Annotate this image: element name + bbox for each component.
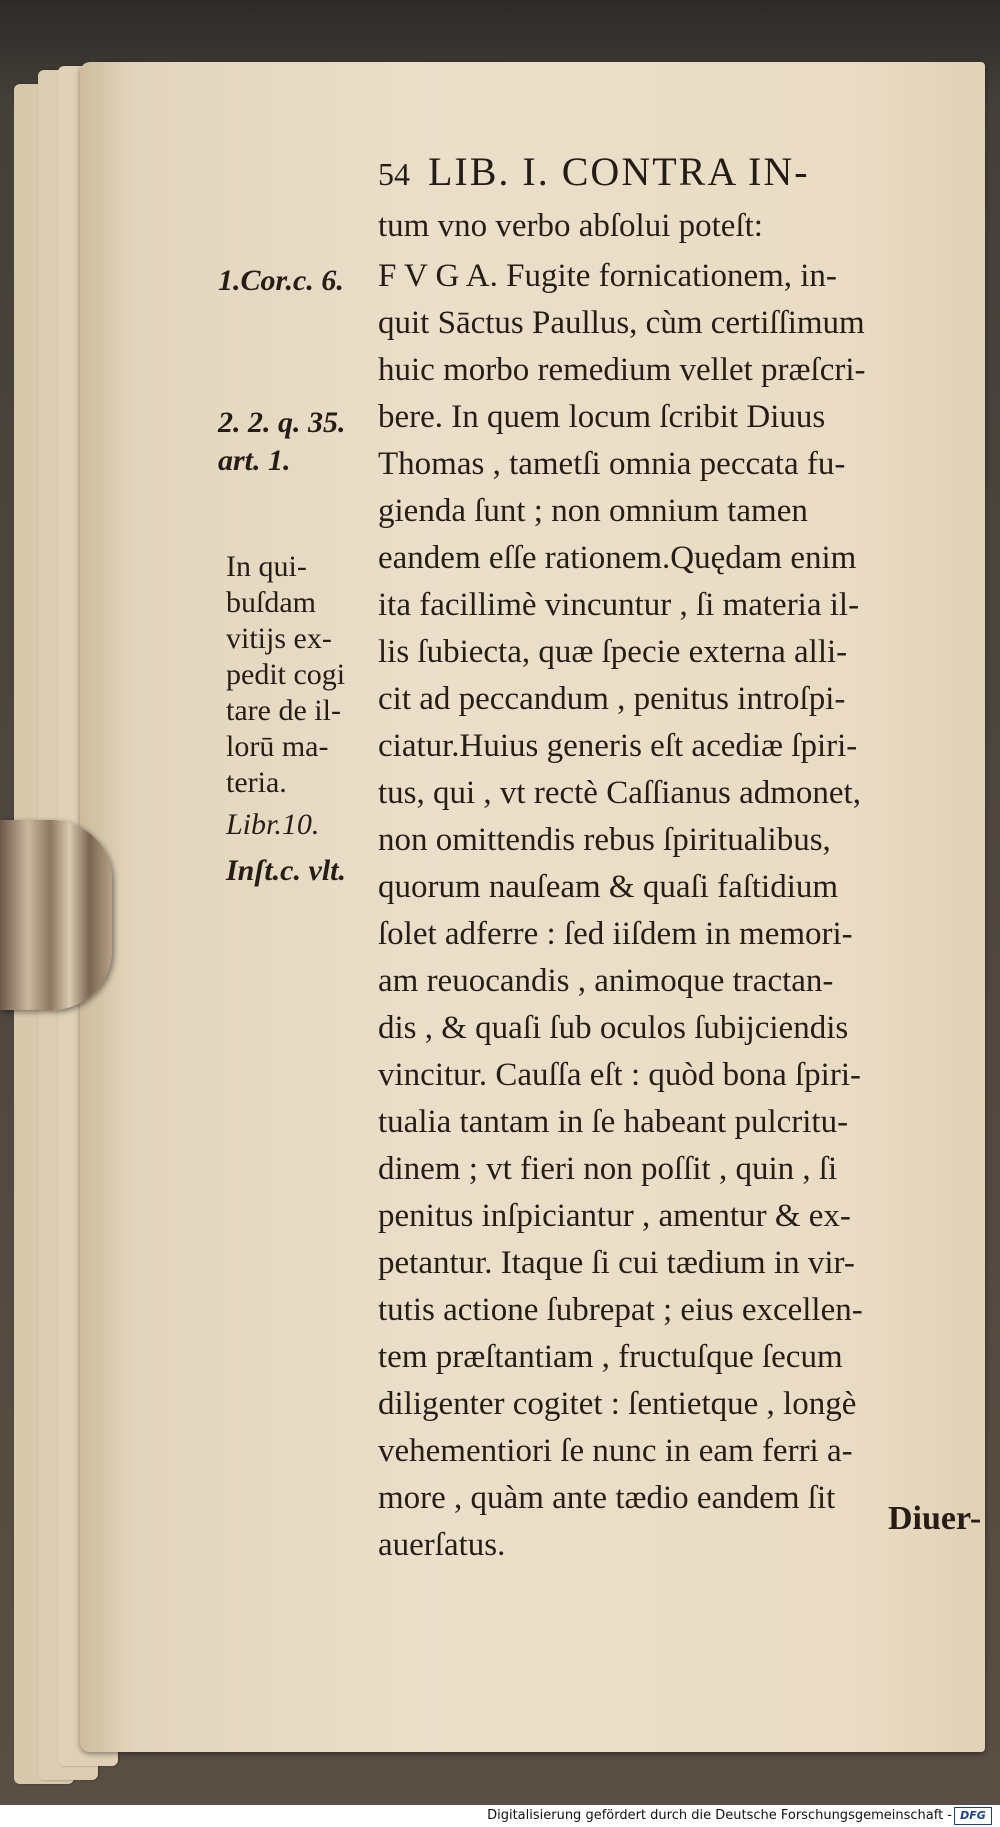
catchword: Diuer- [888,1500,982,1537]
text-line: tualia tantam in ſe habeant pulcritu- [378,1104,849,1140]
running-title: LIB. I. CONTRA IN- [428,149,810,194]
text-line: Thomas , tametſi omnia peccata fu- [378,446,846,482]
text-line: lis ſubiecta, quæ ſpecie externa alli- [378,634,848,670]
margin-note: lorū ma- [226,730,329,763]
text-line: eandem eſſe rationem.Quędam enim [378,540,857,576]
text-line: tem præſtantiam , fructuſque ſecum [378,1339,843,1375]
text-line: diligenter cogitet : ſentietque , longè [378,1386,857,1422]
text-line: ita facillimè vincuntur , ſi materia il- [378,587,860,623]
text-line: penitus inſpiciantur , amentur & ex- [378,1198,851,1234]
text-line: tus, qui , vt rectè Caſſianus admonet, [378,775,861,811]
text-line: am reuocandis , animoque tractan- [378,963,834,999]
text-line: F V G A. Fugite fornicationem, in- [378,258,837,294]
margin-note: In qui- [226,550,307,583]
text-line: non omittendis rebus ſpiritualibus, [378,822,831,858]
margin-note: 1.Cor.c. 6. [218,264,344,297]
text-line: auerſatus. [378,1527,506,1563]
margin-note: Inſt.c. vlt. [226,854,346,887]
margin-note: pedit cogi [226,658,346,691]
text-line: petantur. Itaque ſi cui tædium in vir- [378,1245,855,1281]
text-line: vincitur. Cauſſa eſt : quòd bona ſpiri- [378,1057,861,1093]
margin-note: buſdam [226,586,316,619]
text-line: ciatur.Huius generis eſt acediæ ſpiri- [378,728,858,764]
margin-note: vitijs ex- [226,622,332,655]
text-line: tutis actione ſubrepat ; eius excellen- [378,1292,863,1328]
bookmark-tab [0,820,112,1010]
running-header [378,148,810,195]
margin-note: Libr.10. [226,808,320,841]
text-line: vehementiori ſe nunc in eam ferri a- [378,1433,853,1469]
dfg-logo: DFG [954,1807,992,1825]
text-line: bere. In quem locum ſcribit Diuus [378,399,826,435]
text-line: tum vno verbo abſolui poteſt: [378,208,763,244]
margin-note: teria. [226,766,287,799]
text-line: quit Sāctus Paullus, cùm certiſſimum [378,305,865,341]
margin-note: tare de il- [226,694,341,727]
margin-note: 2. 2. q. 35. [218,406,346,439]
text-line: more , quàm ante tædio eandem ſit [378,1480,836,1516]
text-line: huic morbo remedium vellet præſcri- [378,352,866,388]
text-line: dinem ; vt fieri non poſſit , quin , ſi [378,1151,838,1187]
text-line: gienda ſunt ; non omnium tamen [378,493,808,529]
digitization-footer [0,1805,1000,1827]
text-line: cit ad peccandum , penitus introſpi- [378,681,846,717]
text-line: dis , & quaſi ſub oculos ſubijciendis [378,1010,849,1046]
text-line: ſolet adferre : ſed iiſdem in memori- [378,916,853,952]
page-number: 54 [378,156,410,192]
funding-credit: Digitalisierung gefördert durch die Deutsche Forschungsgemeinschaft - [487,1808,952,1823]
margin-note: art. 1. [218,444,291,477]
text-line: quorum nauſeam & quaſi faſtidium [378,869,839,905]
